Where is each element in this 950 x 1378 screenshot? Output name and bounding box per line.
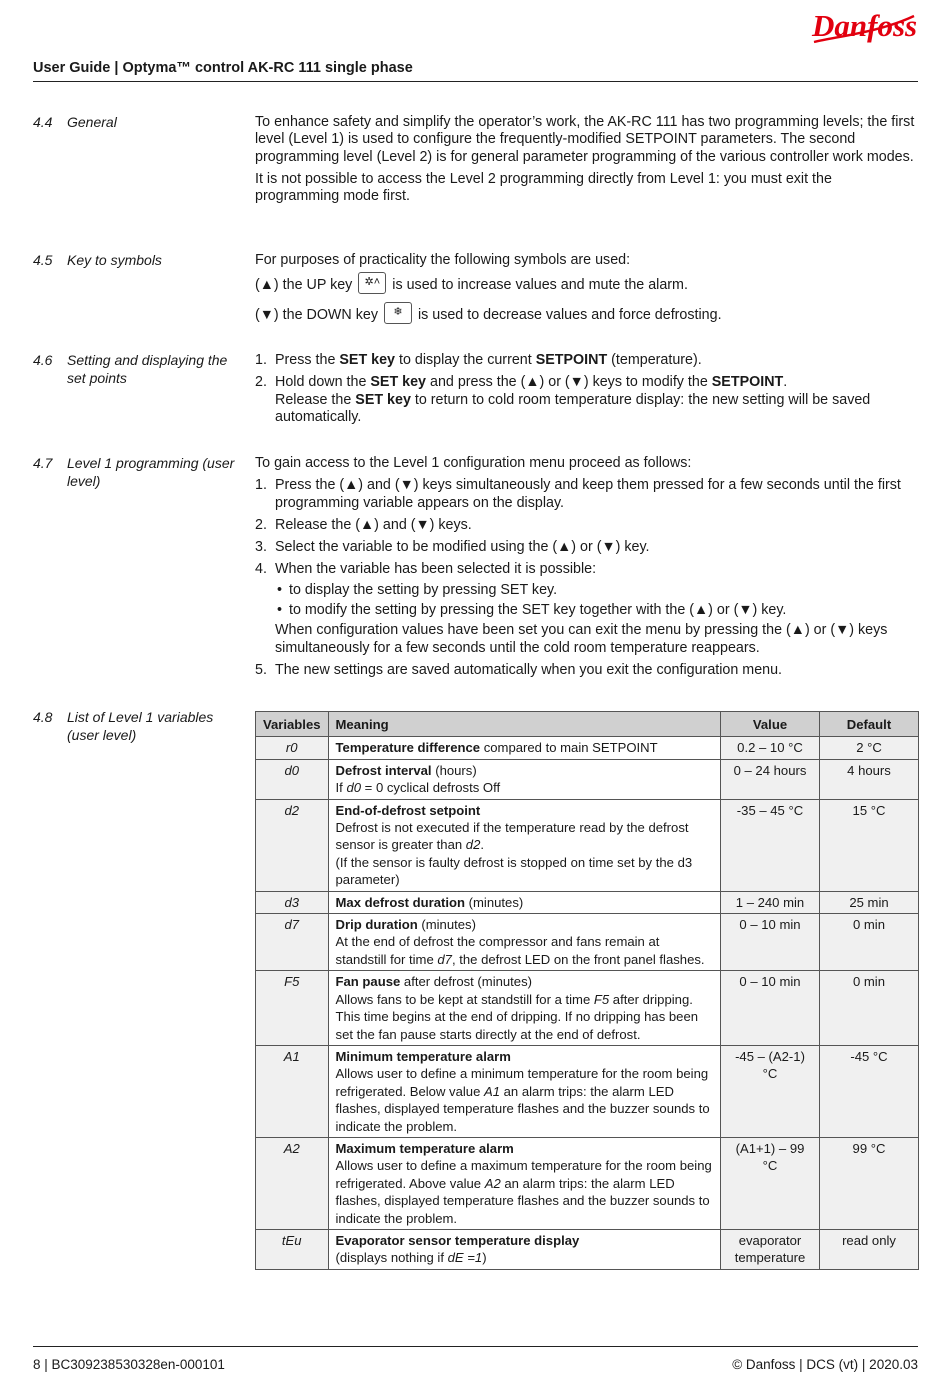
section-title: General (67, 114, 117, 130)
text: (minutes) (417, 917, 476, 933)
header-default: Default (820, 712, 919, 737)
text: Allows fans to be kept at standstill for a time (335, 991, 594, 1007)
cell-value: -35 – 45 °C (721, 799, 820, 891)
cell-meaning (328, 914, 720, 971)
table-row (256, 891, 919, 913)
list-item (255, 561, 915, 656)
cell-default: 15 °C (820, 799, 919, 891)
header-rule (33, 81, 918, 82)
table-row (256, 799, 919, 891)
cell-variable: d3 (256, 891, 329, 913)
section-4-4-body (255, 114, 915, 210)
cell-meaning (328, 971, 720, 1046)
section-title: List of Level 1 variables (user level) (67, 709, 214, 743)
item-number: 1. (255, 477, 267, 494)
cell-default: read only (820, 1229, 919, 1269)
cell-meaning (328, 891, 720, 913)
paragraph: It is not possible to access the Level 2 programming directly from Level 1: you must exit the programming mode first. (255, 170, 832, 205)
footer-copyright: © Danfoss | DCS (vt) | 2020.03 (732, 1357, 918, 1372)
alarm-mute-up-key-icon: ✲˄ (358, 272, 386, 294)
variables-table (255, 711, 919, 1270)
bold-text: Maximum temperature alarm (335, 1140, 514, 1156)
table-row (256, 971, 919, 1046)
down-key-line (255, 304, 915, 326)
bold-text: Fan pause (335, 974, 401, 990)
bold-text: SETPOINT (711, 374, 784, 391)
list-item (255, 477, 915, 512)
text: . (783, 374, 788, 391)
cell-variable: d2 (256, 799, 329, 891)
section-4-5-body (255, 252, 915, 331)
cell-value: -45 – (A2-1) °C (721, 1045, 820, 1137)
logo-text: Danfoss (812, 8, 918, 43)
text: after dripping. This time begins at the end of dripping. If no dripping has been set the fan pause starts directly at the end of defrost. (335, 991, 699, 1042)
item-number: 2. (255, 374, 267, 391)
bold-text: SET key (370, 374, 427, 391)
bold-text: Max defrost duration (335, 894, 466, 910)
header-value: Value (721, 712, 820, 737)
section-title: Setting and displaying the set points (67, 352, 228, 386)
text: Hold down the (275, 374, 371, 391)
cell-value: (A1+1) – 99 °C (721, 1137, 820, 1229)
cell-variable: A2 (256, 1137, 329, 1229)
header-variables: Variables (256, 712, 329, 737)
bold-text: SET key (355, 391, 411, 408)
cell-value: 1 – 240 min (721, 891, 820, 913)
paragraph: For purposes of practicality the following symbols are used: (255, 252, 631, 268)
italic-text: d0 (346, 780, 362, 796)
cell-default: 0 min (820, 971, 919, 1046)
section-4-6-body (255, 352, 915, 431)
steps-list (255, 352, 915, 426)
text: compared to main SETPOINT (480, 740, 658, 756)
cell-default: 25 min (820, 891, 919, 913)
table-row (256, 1229, 919, 1269)
bullet-item: • to modify the setting by pressing the SET key together with the (▲) or (▼) key. (275, 602, 915, 619)
header-meaning: Meaning (328, 712, 720, 737)
section-number: 4.6 (33, 352, 53, 368)
text: (temperature). (607, 352, 702, 368)
text: . (480, 837, 485, 853)
section-title: Key to symbols (67, 252, 162, 268)
text: When the variable has been selected it is possible: (275, 561, 597, 578)
text: an alarm trips: the alarm LED flashes, displayed temperature flashes and the buzzer sounds to indicate the problem. (335, 1175, 710, 1226)
section-number: 4.5 (33, 252, 53, 268)
bullet-list (275, 582, 915, 620)
table-row (256, 759, 919, 799)
paragraph: To enhance safety and simplify the operator’s work, the AK-RC 111 has two programming levels; the first level (Level 1) is used to configure the frequently-modified SETPOINT parameters. The second programming level (Level 2) is for general parameter programming of the various controller work modes. (255, 114, 915, 165)
item-number: 1. (255, 352, 267, 368)
italic-text: dE =1 (447, 1250, 483, 1266)
bold-text: Temperature difference (335, 740, 481, 756)
footer-page-code: 8 | BC309238530328en-000101 (33, 1357, 225, 1372)
section-number: 4.8 (33, 709, 53, 725)
text: an alarm trips: the alarm LED flashes, displayed temperature flashes and the buzzer sounds to indicate the problem. (335, 1083, 710, 1134)
text: Allows user to define a maximum temperature for the room being refrigerated. Above value (335, 1158, 712, 1191)
text: When configuration values have been set you can exit the menu by pressing the (▲) or (▼) keys simultaneously for a few seconds until the cold room temperature reappears. (275, 622, 888, 656)
list-item (255, 539, 915, 556)
cell-variable: r0 (256, 737, 329, 759)
cell-variable: d0 (256, 759, 329, 799)
up-key-line (255, 274, 915, 296)
italic-text: d2 (465, 837, 481, 853)
cell-value: 0 – 10 min (721, 914, 820, 971)
cell-default: 0 min (820, 914, 919, 971)
down-key-text: (▼) the DOWN key (255, 307, 378, 324)
cell-variable: d7 (256, 914, 329, 971)
danfoss-logo (810, 6, 918, 50)
section-title: Level 1 programming (user level) (67, 455, 235, 489)
text: At the end of defrost the compressor and fans remain at standstill for time (335, 934, 660, 967)
item-number: 4. (255, 561, 267, 578)
up-key-text: (▲) the UP key (255, 277, 353, 294)
text: Allows user to define a minimum temperature for the room being refrigerated. Below value (335, 1066, 709, 1099)
list-item (255, 662, 915, 679)
section-number: 4.4 (33, 114, 53, 130)
table-row (256, 1137, 919, 1229)
bold-text: SET key (339, 352, 396, 368)
italic-text: A1 (484, 1083, 501, 1099)
cell-default: 2 °C (820, 737, 919, 759)
list-item (255, 517, 915, 534)
bold-text: Evaporator sensor temperature display (335, 1232, 580, 1248)
text: to display the current (395, 352, 536, 368)
defrost-down-key-icon: ❄ (384, 302, 412, 324)
down-key-desc: is used to decrease values and force defrosting. (417, 307, 722, 324)
text: (hours) (431, 762, 477, 778)
cell-value: evaporator temperature (721, 1229, 820, 1269)
text: to return to cold room temperature display: the new setting will be saved automatically. (275, 391, 871, 425)
text: Defrost is not executed if the temperature read by the defrost sensor is greater than (335, 820, 689, 853)
text: Press the (275, 352, 340, 368)
italic-text: F5 (593, 991, 610, 1007)
text: after defrost (minutes) (400, 974, 532, 990)
cell-meaning (328, 799, 720, 891)
section-4-7-body (255, 455, 915, 684)
text: If (335, 780, 347, 796)
item-number: 2. (255, 516, 267, 533)
bullet-item: • to display the setting by pressing SET key. (275, 582, 915, 599)
cell-value: 0.2 – 10 °C (721, 737, 820, 759)
item-number: 3. (255, 539, 267, 556)
steps-list (255, 477, 915, 679)
text: Press the (▲) and (▼) keys simultaneously and keep them pressed for a few seconds until the first programming variable appears on the display. (275, 477, 901, 511)
cell-variable: tEu (256, 1229, 329, 1269)
section-number: 4.7 (33, 455, 53, 471)
text: The new settings are saved automatically when you exit the configuration menu. (275, 661, 783, 678)
cell-meaning (328, 759, 720, 799)
item-number: 5. (255, 661, 267, 678)
text: (If the sensor is faulty defrost is stopped on time set by the d3 parameter) (335, 854, 693, 888)
text: Release the (▲) and (▼) keys. (275, 516, 472, 533)
cell-meaning (328, 1137, 720, 1229)
table-row (256, 1045, 919, 1137)
footer-rule (33, 1346, 918, 1347)
bold-text: Drip duration (335, 917, 418, 933)
italic-text: A2 (484, 1175, 501, 1191)
bold-text: Minimum temperature alarm (335, 1048, 511, 1064)
cell-value: 0 – 10 min (721, 971, 820, 1046)
list-item (255, 352, 915, 369)
table-row (256, 737, 919, 759)
table-row (256, 914, 919, 971)
cell-variable: A1 (256, 1045, 329, 1137)
text: Select the variable to be modified using the (▲) or (▼) key. (275, 539, 650, 556)
text: Release the (275, 391, 356, 408)
text: and press the (▲) or (▼) keys to modify the (426, 374, 712, 391)
cell-meaning (328, 1229, 720, 1269)
cell-meaning (328, 1045, 720, 1137)
bold-text: End-of-defrost setpoint (335, 802, 481, 818)
text: = 0 cyclical defrosts Off (361, 780, 501, 796)
cell-value: 0 – 24 hours (721, 759, 820, 799)
bold-text: SETPOINT (535, 352, 608, 368)
cell-default: 4 hours (820, 759, 919, 799)
list-item (255, 374, 915, 426)
text: (minutes) (465, 894, 524, 910)
up-key-desc: is used to increase values and mute the alarm. (392, 277, 688, 294)
cell-default: 99 °C (820, 1137, 919, 1229)
text: (displays nothing if (335, 1250, 448, 1266)
text: ) (482, 1250, 487, 1266)
text: , the defrost LED on the front panel flashes. (451, 951, 705, 967)
table-header-row (256, 712, 919, 737)
italic-text: d7 (437, 951, 452, 967)
cell-default: -45 °C (820, 1045, 919, 1137)
cell-variable: F5 (256, 971, 329, 1046)
cell-meaning (328, 737, 720, 759)
paragraph: To gain access to the Level 1 configuration menu proceed as follows: (255, 455, 692, 471)
bold-text: Defrost interval (335, 762, 432, 778)
page-header-title: User Guide | Optyma™ control AK-RC 111 single phase (33, 60, 413, 76)
